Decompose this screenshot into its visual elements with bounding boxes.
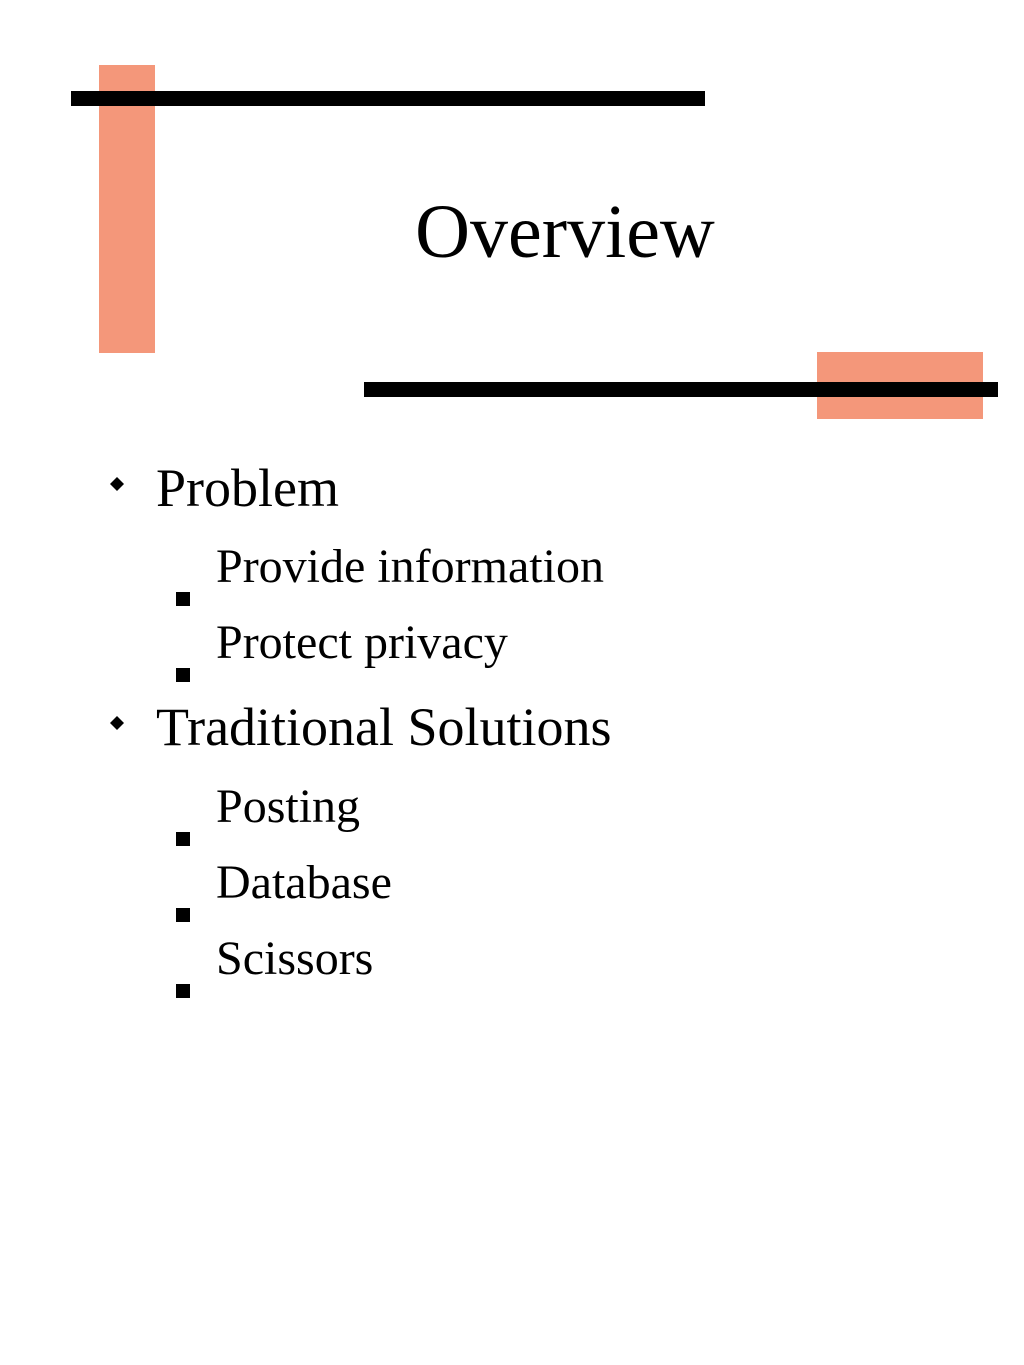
bullet-label: Problem bbox=[156, 458, 339, 518]
accent-vertical-bar bbox=[99, 65, 155, 353]
square-bullet-icon bbox=[176, 640, 190, 654]
bullet-label: Traditional Solutions bbox=[156, 697, 612, 757]
sub-bullet-label: Posting bbox=[216, 780, 361, 833]
square-bullet-icon bbox=[176, 564, 190, 578]
diamond-bullet-icon bbox=[110, 477, 124, 491]
diamond-bullet-icon bbox=[110, 716, 124, 730]
sub-bullet-label: Protect privacy bbox=[216, 616, 508, 669]
square-bullet-icon bbox=[176, 880, 190, 894]
sub-bullet-label: Scissors bbox=[216, 932, 374, 985]
slide-title: Overview bbox=[415, 190, 715, 274]
sub-bullet-label: Provide information bbox=[216, 540, 604, 593]
sub-bullet-label: Database bbox=[216, 856, 392, 909]
bottom-rule bbox=[364, 382, 998, 397]
top-rule bbox=[71, 91, 705, 106]
square-bullet-icon bbox=[176, 956, 190, 970]
square-bullet-icon bbox=[176, 804, 190, 818]
